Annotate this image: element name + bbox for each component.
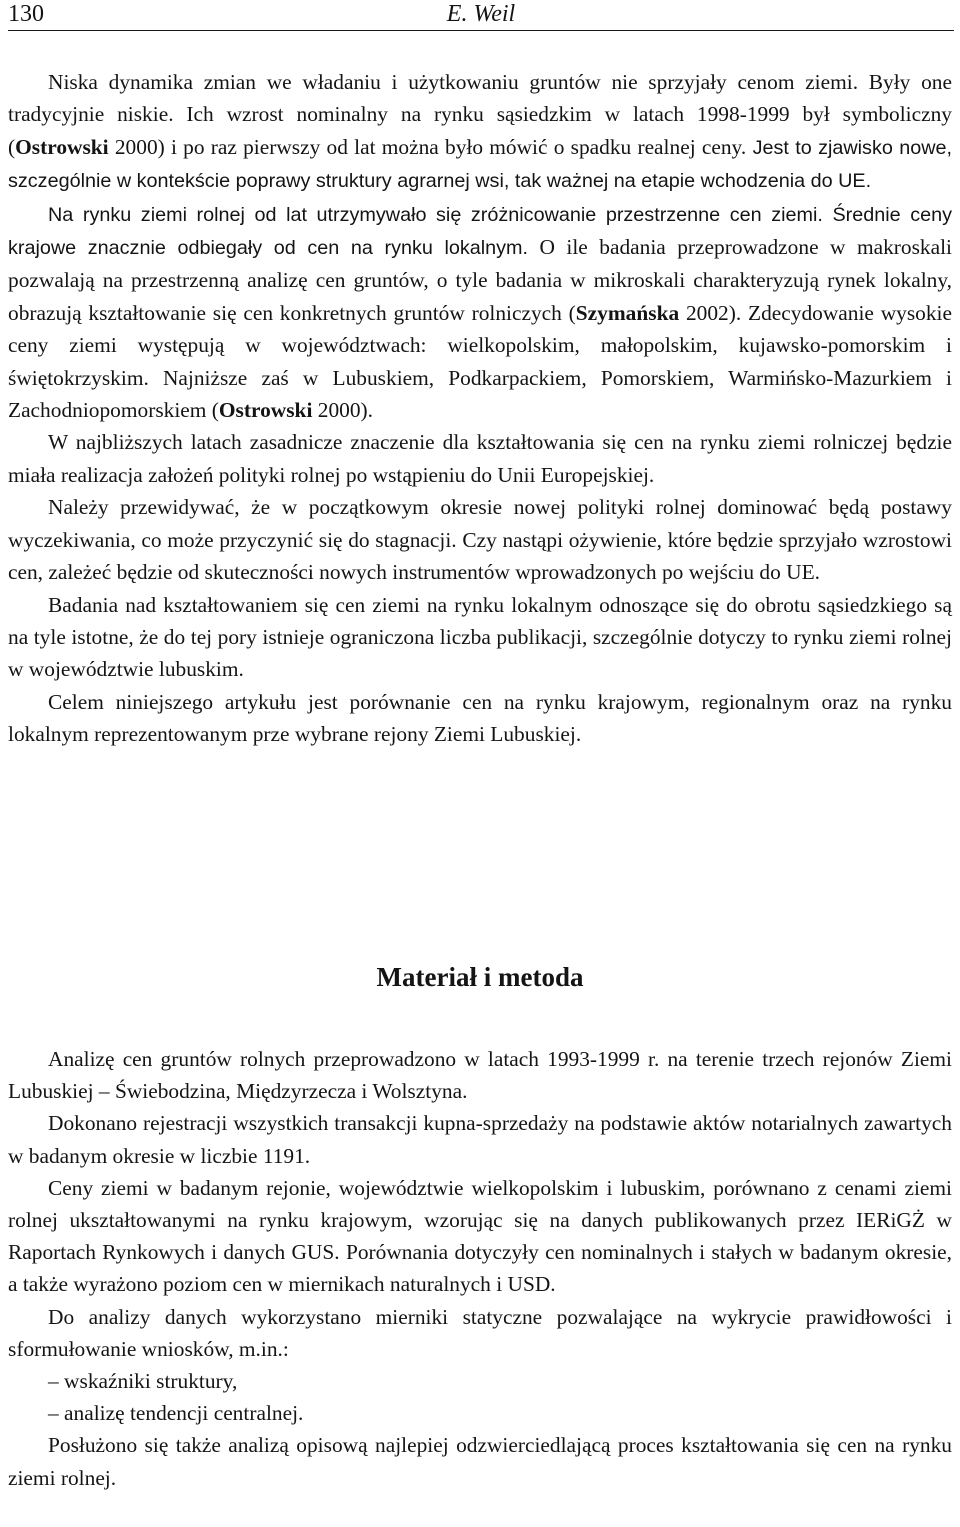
paragraph-2-text-a: O ile badania przeprowadzone w makroskali pozwalają na przestrzenną analizę cen gruntów, o tyle badania w mikroskali charakteryzują rynek lokalny, obrazują kształtowanie się cen konkretnych gruntów rolniczych ( — [8, 235, 952, 325]
paragraph-2 — [8, 198, 952, 427]
methods-paragraph-1: Analizę cen gruntów rolnych przeprowadzono w latach 1993-1999 r. na terenie trzech rejonów Ziemi Lubuskiej – Świebodzina, Międzyrzecza i Wolsztyna. — [8, 1047, 952, 1104]
methods-section — [8, 1043, 952, 1494]
citation-author: Ostrowski — [15, 134, 109, 159]
list-item: – wskaźniki struktury, — [48, 1369, 238, 1394]
paragraph-3: W najbliższych latach zasadnicze znaczenie dla kształtowania się cen na rynku ziemi rolniczej będzie miała realizacja założeń polityki rolnej po wstąpieniu do Unii Europejskiej. — [8, 430, 952, 487]
methods-paragraph-2: Dokonano rejestracji wszystkich transakcji kupna-sprzedaży na podstawie aktów notarialnych zawartych w badanym okresie w liczbie 1191. — [8, 1111, 952, 1168]
citation-author: Szymańska — [575, 300, 680, 325]
paragraph-2-text-b: 2002). Zdecydowanie wysokie ceny ziemi występują w województwach: wielkopolskim, małopolskim, kujawsko-pomorskim i świętokrzyskim. Najniższe zaś w Lubuskiem, Podkarpackiem, Pomorskiem, Warmińsko-Mazurkiem i Zachodniopomorskiem ( — [8, 300, 952, 423]
paragraph-2-text-c: 2000). — [312, 398, 374, 423]
paragraph-1 — [8, 66, 952, 198]
section-heading: Materiał i metoda — [376, 962, 584, 992]
paragraph-5: Badania nad kształtowaniem się cen ziemi na rynku lokalnym odnoszące się do obrotu sąsiedzkiego są na tyle istotne, że do tej pory istnieje ograniczona liczba publikacji, szczególnie dotyczy to rynku ziemi rolnej w województwie lubuskim. — [8, 592, 952, 682]
citation-author: Ostrowski — [218, 398, 313, 423]
paragraph-4: Należy przewidywać, że w początkowym okresie nowej polityki rolnej dominować będą postawy wyczekiwania, co może przyczynić się do stagnacji. Czy nastąpi ożywienie, które będzie sprzyjało wzrostowi cen, zależeć będzie od skuteczności nowych instrumentów wprowadzonych po wejściu do UE. — [8, 495, 952, 585]
intro-section — [8, 66, 952, 751]
page-number: 130 — [8, 1, 44, 27]
running-author: E. Weil — [446, 1, 516, 27]
paragraph-6: Celem niniejszego artykułu jest porównanie cen na rynku krajowym, regionalnym oraz na rynku lokalnym reprezentowanym prze wybrane rejony Ziemi Lubuskiej. — [8, 689, 952, 747]
running-header — [8, 0, 954, 31]
paragraph-1-text-a: Niska dynamika zmian we władaniu i użytkowaniu gruntów nie sprzyjały cenom ziemi. Były one tradycyjnie niskie. Ich wzrost nominalny na rynku sąsiedzkim w latach 1998-1999 był symboliczny ( — [8, 70, 952, 159]
list-item: – analizę tendencji centralnej. — [48, 1401, 304, 1426]
methods-paragraph-5: Posłużono się także analizą opisową najlepiej odzwierciedlającą proces kształtowania się cen na rynku ziemi rolnej. — [8, 1433, 952, 1490]
paragraph-1-text-b: 2000) i po raz pierwszy od lat można było mówić o spadku realnej ceny. — [108, 134, 747, 159]
methods-paragraph-3: Ceny ziemi w badanym rejonie, województwie wielkopolskim i lubuskim, porównano z cenami ziemi rolnej ukształtowanymi na rynku krajowym, wzorując się na danych publikowanych przez IERiGŻ w Raportach Rynkowych i danych GUS. Porównania dotyczyły cen nominalnych i stałych w badanym okresie, a także wyrażono poziom cen w miernikach naturalnych i USD. — [8, 1175, 952, 1297]
paragraph-1-sans-text: Jest to zjawisko nowe, szczególnie w kontekście poprawy struktury agrarnej wsi, tak ważnej na etapie wchodzenia do UE. — [8, 136, 953, 193]
methods-paragraph-4: Do analizy danych wykorzystano mierniki statyczne pozwalające na wykrycie prawidłowości i sformułowanie wniosków, m.in.: — [8, 1304, 952, 1361]
paragraph-2-sans-text: Na rynku ziemi rolnej od lat utrzymywało się zróżnicowanie przestrzenne cen ziemi. Średnie ceny krajowe znacznie odbiegały od cen na rynku lokalnym. — [8, 203, 952, 260]
